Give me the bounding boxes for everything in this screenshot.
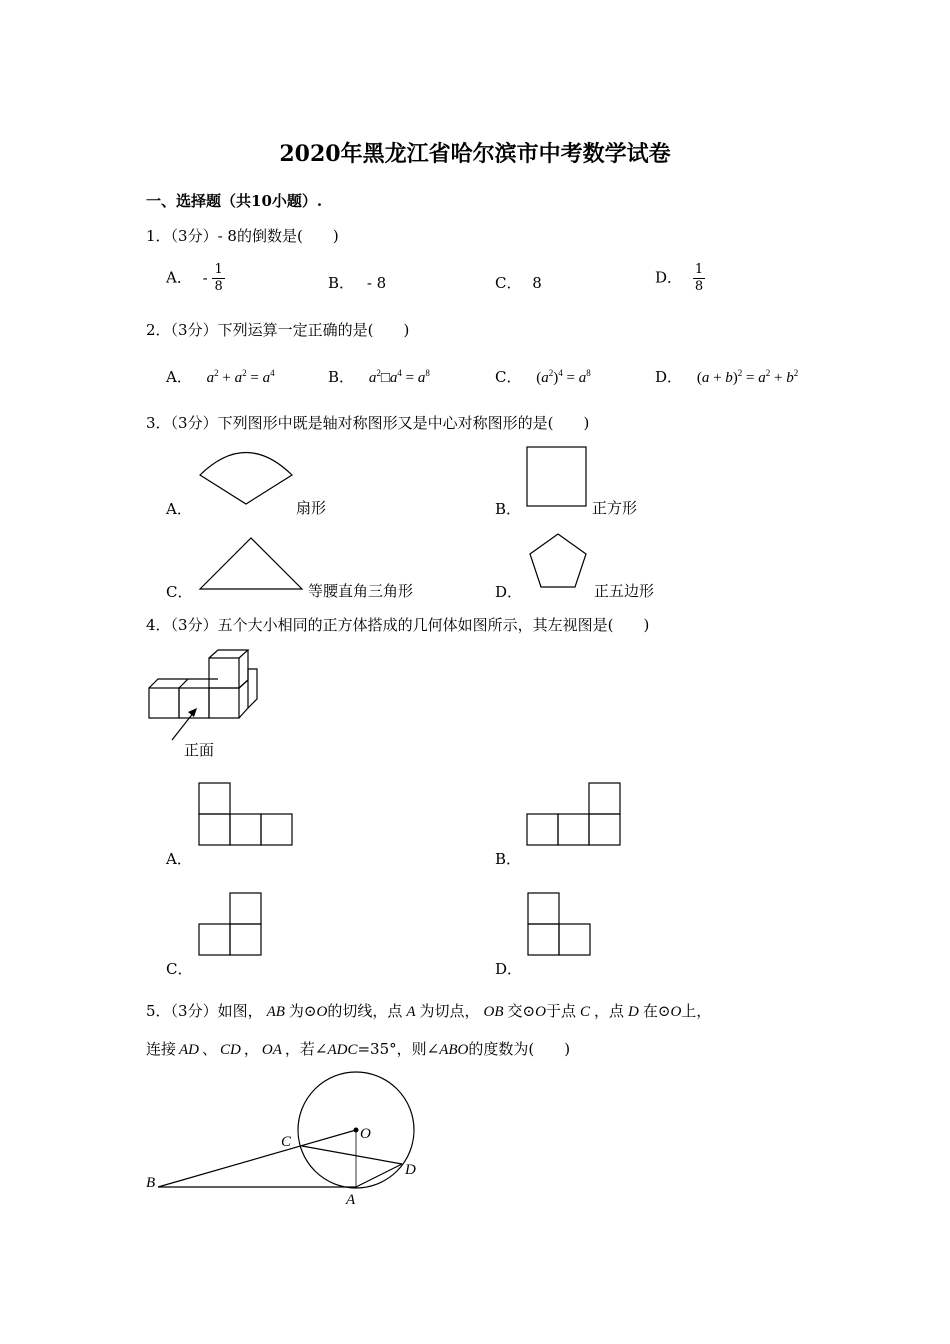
- option-label: D．: [655, 268, 683, 287]
- q3-option-c-label[interactable]: C．: [166, 583, 193, 601]
- math-expression: $a^2 + a^2 = a^4$: [206, 368, 275, 386]
- view-option-d-figure: [527, 892, 593, 958]
- option-label: B．: [328, 274, 355, 292]
- q1-option-d[interactable]: [655, 262, 705, 295]
- question-3-stem: 3．（3分）下列图形中既是轴对称图形又是中心对称图形的是( ): [146, 414, 590, 432]
- square-figure: [526, 446, 588, 508]
- view-option-a-figure: [198, 782, 294, 848]
- q4-option-b-label[interactable]: B．: [495, 850, 522, 868]
- section-heading: 一、选择题（共10小题）.: [146, 192, 323, 210]
- question-1-stem: 1．（3分）- 8的倒数是( ): [146, 227, 339, 245]
- q3-option-d-label[interactable]: D．: [495, 583, 523, 601]
- q1-option-b[interactable]: [328, 272, 386, 293]
- pentagon-figure: [527, 532, 589, 590]
- question-5-stem-line2: 连接 AD 、 CD ， OA ，若∠ADC=35°，则∠ABO的度数为( ): [146, 1040, 571, 1058]
- point-label-b: B: [146, 1175, 156, 1191]
- page-title: 2020年黑龙江省哈尔滨市中考数学试卷: [279, 141, 671, 167]
- option-value: 8: [532, 274, 542, 292]
- q2-option-d[interactable]: [655, 366, 798, 387]
- q4-option-c-label[interactable]: C．: [166, 960, 193, 978]
- q4-option-d-label[interactable]: D．: [495, 960, 523, 978]
- point-label-o: O: [360, 1126, 371, 1142]
- question-5-stem-line1: 5．（3分）如图， AB 为⊙O的切线，点 A 为切点， OB 交⊙O于点 C ，点 D 在⊙O上，: [146, 1002, 712, 1020]
- q4-option-a-label[interactable]: A．: [166, 850, 192, 868]
- fraction: $\frac{1}{8}$: [694, 262, 704, 294]
- option-sign: -: [202, 268, 208, 287]
- question-2-stem: 2．（3分）下列运算一定正确的是( ): [146, 321, 410, 339]
- view-option-b-figure: [526, 782, 622, 848]
- q1-option-c[interactable]: [495, 272, 542, 293]
- triangle-figure: [198, 536, 304, 592]
- option-label: A．: [166, 268, 192, 287]
- math-expression: $a^2□a^4 = a^8$: [368, 368, 430, 386]
- q2-option-c[interactable]: [495, 366, 591, 387]
- q3-option-b-label[interactable]: B．: [495, 500, 522, 518]
- view-option-c-figure: [198, 892, 264, 958]
- front-view-label: 正面: [184, 741, 215, 759]
- math-expression: $(a + b)^2 = a^2 + b^2$: [696, 368, 799, 386]
- q3-caption-d: 正五边形: [594, 582, 655, 600]
- question-4-stem: 4．（3分）五个大小相同的正方体搭成的几何体如图所示，其左视图是( ): [146, 616, 650, 634]
- point-label-d: D: [405, 1162, 416, 1178]
- q2-option-a[interactable]: [166, 366, 275, 387]
- option-label: C．: [495, 274, 522, 292]
- q3-caption-c: 等腰直角三角形: [308, 582, 414, 600]
- point-label-c: C: [281, 1134, 292, 1150]
- q1-option-a[interactable]: [166, 262, 225, 295]
- circle-tangent-figure: [140, 1066, 440, 1216]
- option-label: B．: [328, 368, 355, 386]
- option-value: - 8: [366, 274, 387, 292]
- q3-caption-a: 扇形: [296, 499, 327, 517]
- option-label: D．: [655, 368, 683, 386]
- point-label-a: A: [346, 1192, 356, 1208]
- sector-figure: [196, 448, 296, 508]
- cubes-3d-figure: [144, 648, 264, 748]
- q3-caption-b: 正方形: [592, 499, 638, 517]
- option-label: A．: [166, 368, 192, 386]
- q3-option-a-label[interactable]: A．: [166, 500, 192, 518]
- q2-option-b[interactable]: [328, 366, 430, 387]
- math-expression: $(a^2)^4 = a^8$: [536, 368, 591, 386]
- option-label: C．: [495, 368, 522, 386]
- fraction: $\frac{1}{8}$: [214, 262, 223, 294]
